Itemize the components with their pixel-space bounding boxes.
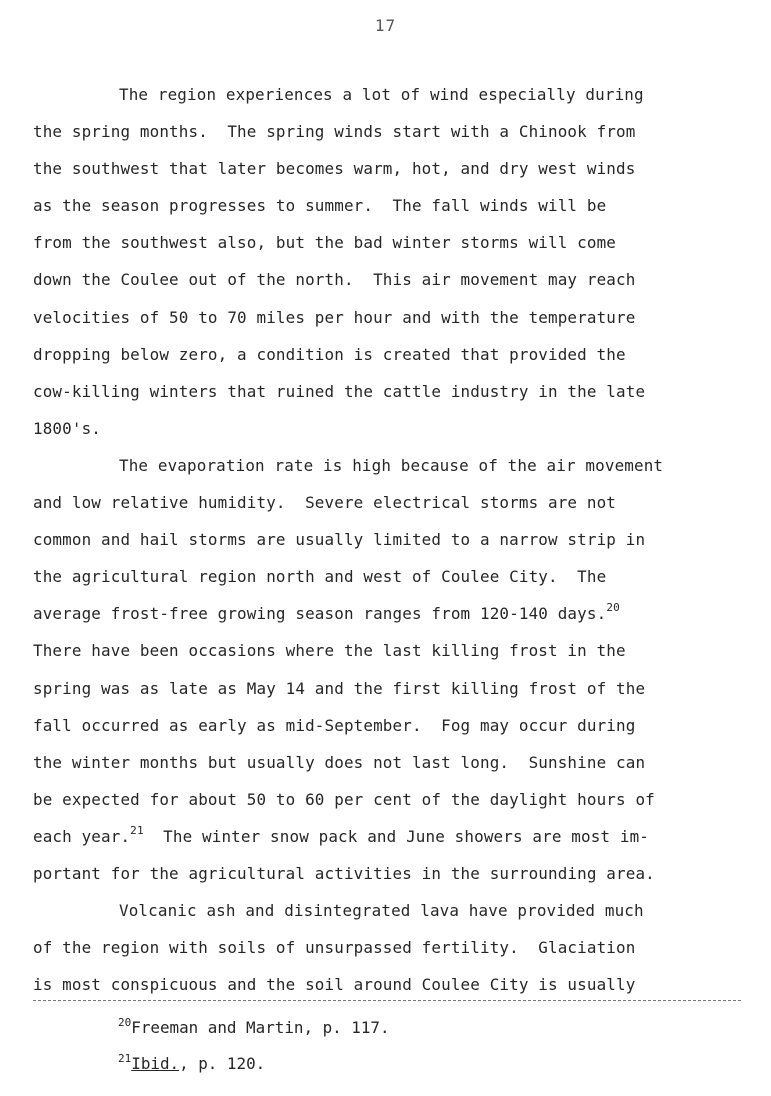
footnote-text: , p. 120.: [179, 1054, 266, 1073]
text-line: The region experiences a lot of wind especially during: [119, 85, 644, 104]
footnote-separator: [33, 1000, 741, 1001]
text-line-with-footnote: [33, 595, 745, 632]
text-line: velocities of 50 to 70 miles per hour and with the temperature: [33, 307, 636, 327]
text-segment: average frost-free growing season ranges from 120-140 days.: [33, 604, 607, 624]
text-line: The evaporation rate is high because of the air movement: [119, 455, 664, 475]
text-line: cow-killing winters that ruined the cattle industry in the late: [33, 381, 646, 401]
text-line: common and hail storms are usually limited to a narrow strip in: [33, 530, 646, 550]
text-line: fall occurred as early as mid-September. Fog may occur during: [33, 715, 636, 735]
text-line: is most conspicuous and the soil around Coulee City is usually: [33, 975, 636, 995]
footnote-ref-20: 20: [606, 601, 620, 615]
footnote-ibid: Ibid.: [131, 1054, 180, 1073]
footnotes: [118, 1010, 738, 1082]
text-line: 1800's.: [33, 418, 102, 438]
text-line: from the southwest also, but the bad winter storms will come: [33, 233, 617, 253]
footnote-marker: 20: [118, 1016, 132, 1029]
text-segment: The winter snow pack and June showers are most im-: [143, 826, 650, 846]
text-line: the winter months but usually does not last long. Sunshine can: [33, 752, 646, 772]
text-line: dropping below zero, a condition is created that provided the: [33, 344, 626, 364]
text-line: and low relative humidity. Severe electrical storms are not: [33, 493, 617, 513]
body-text: [33, 76, 745, 1003]
text-line: Volcanic ash and disintegrated lava have provided much: [119, 901, 644, 921]
footnote-ref-21: 21: [130, 823, 144, 837]
footnote-marker: 21: [118, 1052, 132, 1065]
footnote-text: Freeman and Martin, p. 117.: [131, 1018, 390, 1037]
footnote-20: [118, 1010, 738, 1046]
footnote-21: [118, 1046, 738, 1082]
text-line: the spring months. The spring winds start with a Chinook from: [33, 122, 636, 142]
text-line: down the Coulee out of the north. This air movement may reach: [33, 270, 636, 290]
text-line: be expected for about 50 to 60 per cent of the daylight hours of: [33, 789, 655, 809]
text-line: the agricultural region north and west of Coulee City. The: [33, 567, 607, 587]
text-line: of the region with soils of unsurpassed fertility. Glaciation: [33, 938, 636, 958]
text-line: the southwest that later becomes warm, hot, and dry west winds: [33, 159, 636, 179]
text-line: There have been occasions where the last killing frost in the: [33, 641, 626, 661]
text-line-with-footnote: [33, 818, 745, 855]
text-segment: each year.: [33, 826, 131, 846]
text-line: as the season progresses to summer. The fall winds will be: [33, 196, 607, 216]
page-number: 17: [374, 16, 397, 35]
text-line: portant for the agricultural activities in the surrounding area.: [33, 863, 655, 883]
text-line: spring was as late as May 14 and the first killing frost of the: [33, 678, 646, 698]
